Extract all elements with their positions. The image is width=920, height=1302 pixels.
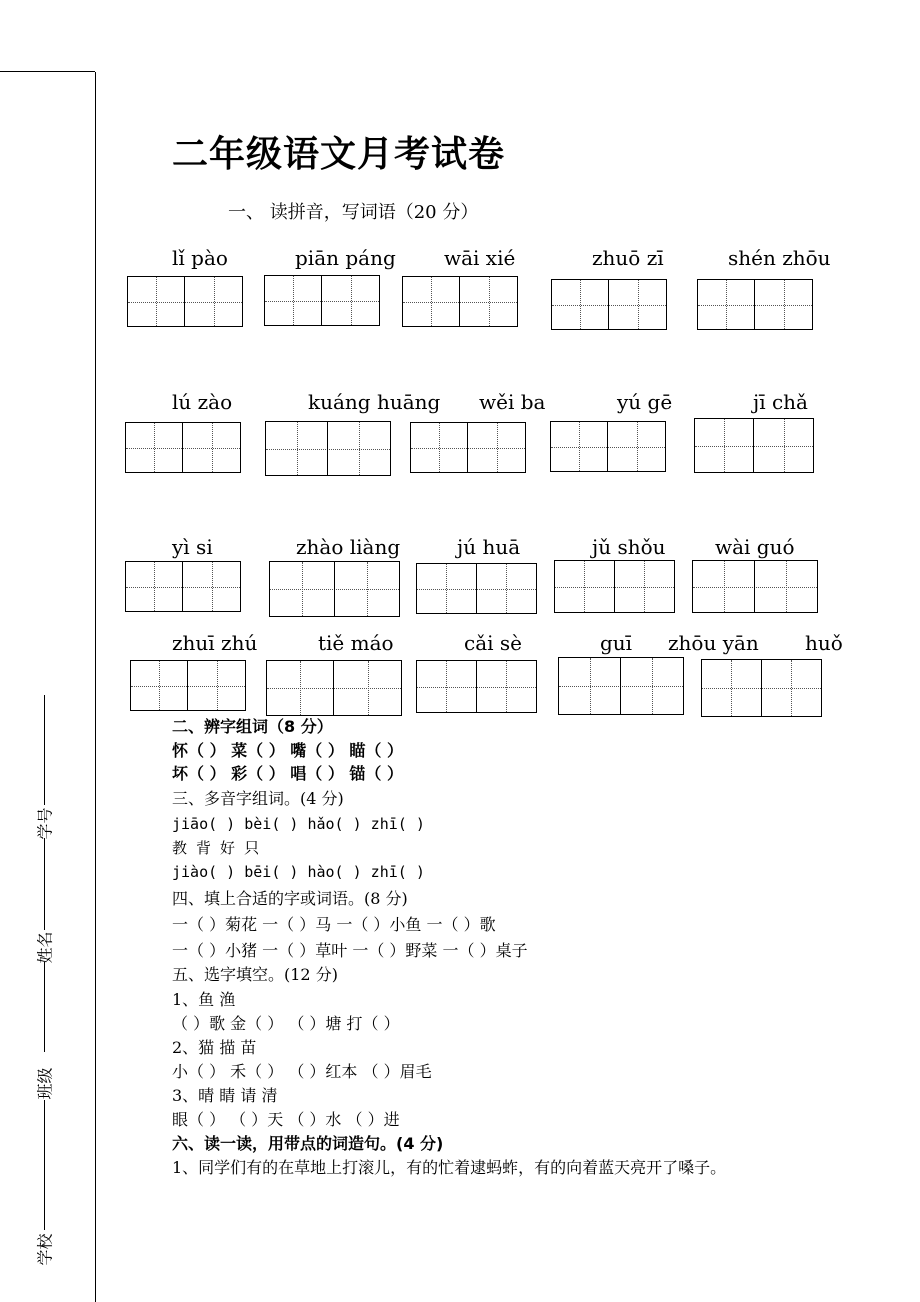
section4-heading: 四、填上合适的字或词语。(8 分)	[172, 889, 408, 908]
pinyin: yì si	[172, 535, 213, 559]
writing-grid[interactable]	[416, 660, 537, 713]
name-blank	[44, 838, 45, 930]
writing-grid[interactable]	[265, 421, 391, 476]
writing-grid[interactable]	[266, 660, 402, 716]
section5-row: 1、鱼 渔	[172, 990, 236, 1009]
label-name: 姓名	[35, 931, 55, 964]
writing-grid[interactable]	[550, 421, 666, 472]
pinyin: wěi ba	[479, 390, 546, 414]
pinyin: cǎi sè	[464, 631, 522, 655]
section4-row: 一（ ）小猪 一（ ）草叶 一（ ）野菜 一（ ）桌子	[172, 941, 528, 960]
writing-grid[interactable]	[125, 422, 241, 473]
label-number: 学号	[35, 807, 55, 840]
margin-binding-line	[95, 72, 96, 1302]
pinyin: zhuō zī	[592, 246, 664, 270]
pinyin: huǒ	[805, 631, 843, 655]
section6-heading: 六、读一读，用带点的词造句。(4 分)	[172, 1134, 444, 1153]
pinyin: zhuī zhú	[172, 631, 258, 655]
section1-heading: 一、 读拼音，写词语（20 分）	[228, 202, 479, 223]
pinyin: piān páng	[295, 246, 396, 270]
pinyin: zhào liàng	[296, 535, 401, 559]
pinyin: lú zào	[172, 390, 233, 414]
pinyin: zhōu yān	[668, 631, 759, 655]
section2-row: 怀（ ） 菜（ ） 嘴（ ） 瞄（ ）	[172, 741, 403, 760]
section4-row: 一（ ）菊花 一（ ）马 一（ ）小鱼 一（ ）歌	[172, 915, 496, 934]
section2-heading: 二、辨字组词（8 分）	[172, 717, 333, 736]
writing-grid[interactable]	[269, 561, 400, 617]
writing-grid[interactable]	[701, 659, 822, 717]
label-class: 班级	[35, 1067, 55, 1100]
pinyin: guī	[600, 631, 633, 655]
school-blank	[44, 1100, 45, 1230]
writing-grid[interactable]	[558, 657, 684, 715]
writing-grid[interactable]	[697, 279, 813, 330]
class-blank	[44, 962, 45, 1052]
pinyin: lǐ pào	[172, 246, 228, 270]
pinyin: yú gē	[617, 390, 673, 414]
number-blank	[44, 695, 45, 805]
label-school: 学校	[35, 1233, 55, 1266]
pinyin: wāi xié	[444, 246, 516, 270]
margin-top-rule	[0, 71, 95, 72]
writing-grid[interactable]	[264, 275, 380, 326]
pinyin: jú huā	[457, 535, 521, 559]
writing-grid[interactable]	[416, 563, 537, 614]
pinyin: shén zhōu	[728, 246, 831, 270]
writing-grid[interactable]	[130, 660, 246, 711]
writing-grid[interactable]	[125, 561, 241, 612]
writing-grid[interactable]	[694, 418, 814, 473]
section3-row: jiāo( ) bèi( ) hǎo( ) zhī( )	[172, 815, 425, 833]
writing-grid[interactable]	[127, 276, 243, 327]
section3-heading: 三、多音字组词。(4 分)	[172, 789, 344, 808]
section5-row: 3、晴 睛 请 清	[172, 1086, 278, 1105]
section5-heading: 五、选字填空。(12 分)	[172, 965, 338, 984]
section5-row: 小（ ） 禾（ ） （ ）红本 （ ）眉毛	[172, 1062, 432, 1081]
pinyin: jǔ shǒu	[592, 535, 666, 559]
pinyin: kuáng huāng	[308, 390, 441, 414]
section5-row: 2、猫 描 苗	[172, 1038, 257, 1057]
section6-row: 1、同学们有的在草地上打滚儿，有的忙着逮蚂蚱，有的向着蓝天亮开了嗓子。	[172, 1158, 727, 1177]
writing-grid[interactable]	[551, 279, 667, 330]
pinyin: tiě máo	[318, 631, 394, 655]
section5-row: 眼（ ） （ ）天 （ ）水 （ ）进	[172, 1110, 400, 1129]
page-title: 二年级语文月考试卷	[172, 134, 506, 175]
section3-row: 教 背 好 只	[172, 839, 260, 857]
pinyin: jī chǎ	[753, 390, 808, 414]
pinyin: wài guó	[715, 535, 795, 559]
section2-row: 坏（ ） 彩（ ） 唱（ ） 锚（ ）	[172, 764, 403, 783]
section5-row: （ ）歌 金（ ） （ ）塘 打（ ）	[172, 1014, 400, 1033]
writing-grid[interactable]	[554, 560, 675, 613]
writing-grid[interactable]	[410, 422, 526, 473]
writing-grid[interactable]	[692, 560, 818, 613]
writing-grid[interactable]	[402, 276, 518, 327]
section3-row: jiào( ) bēi( ) hào( ) zhī( )	[172, 863, 425, 881]
